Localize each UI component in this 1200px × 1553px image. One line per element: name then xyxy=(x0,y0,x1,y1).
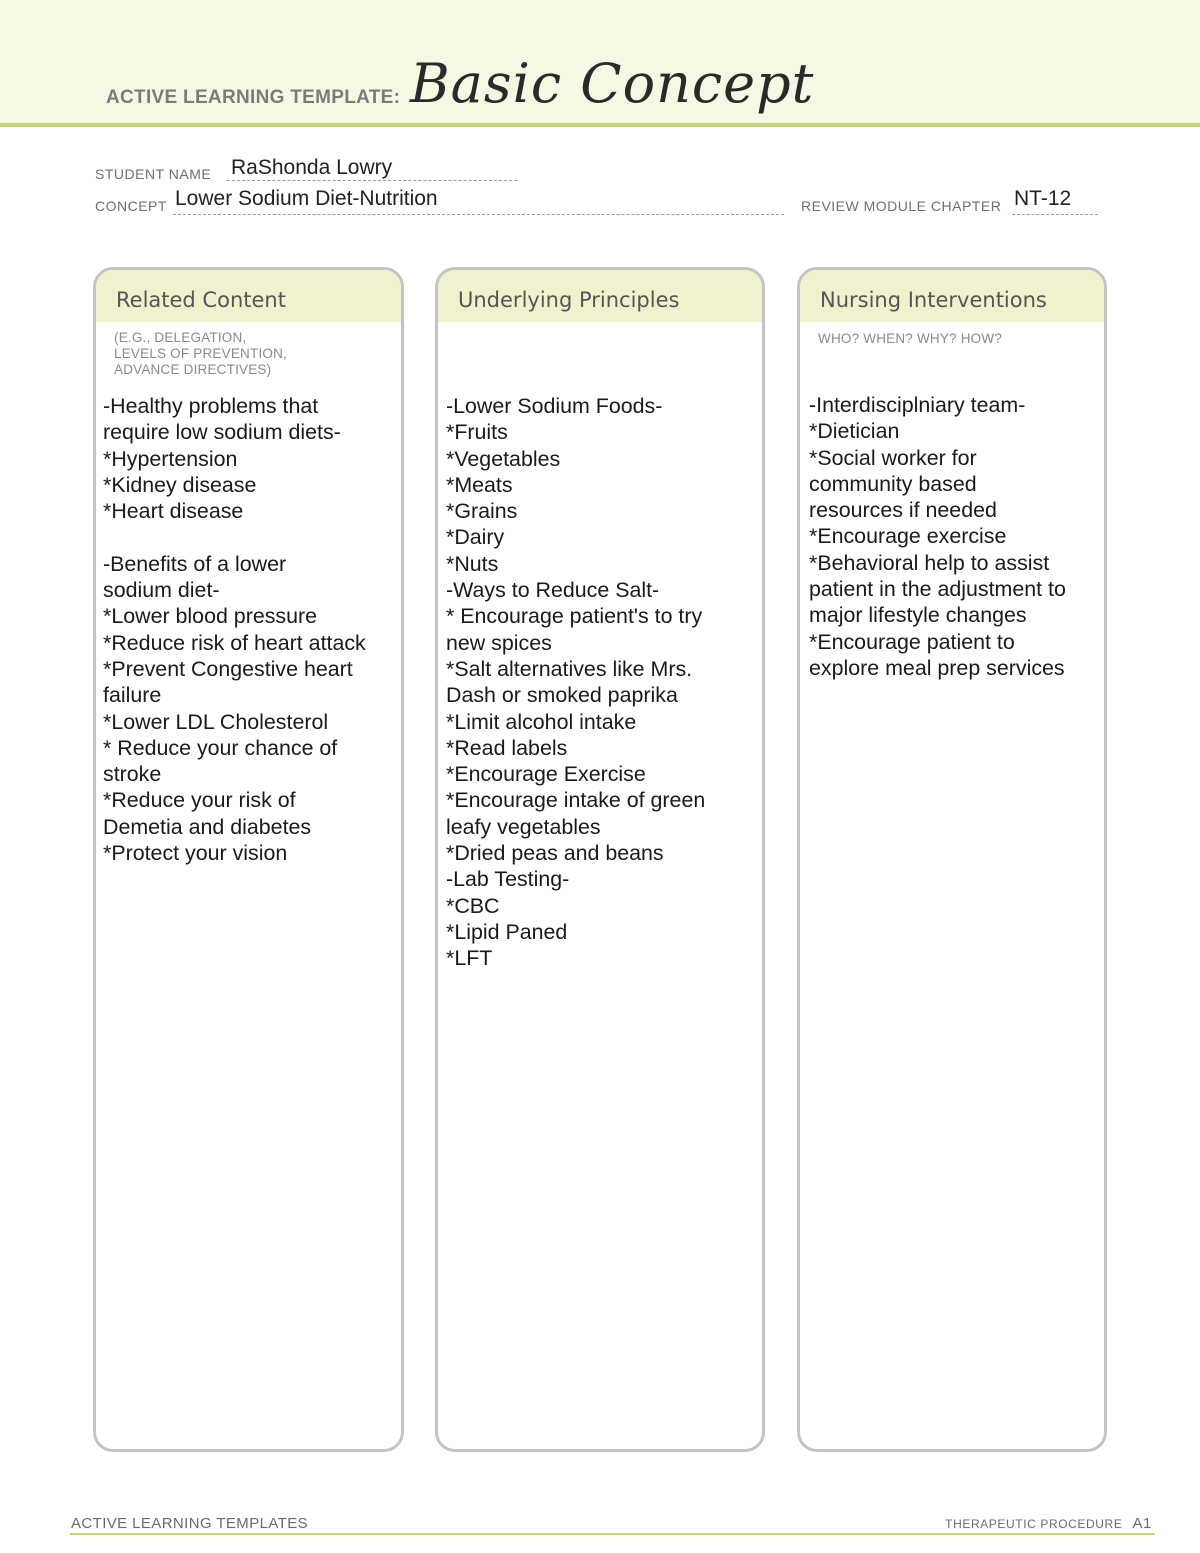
footer-left-label: ACTIVE LEARNING TEMPLATES xyxy=(71,1515,308,1532)
text-line: stroke xyxy=(103,762,162,787)
text-line: resources if needed xyxy=(809,498,997,523)
text-line: * Reduce your chance of xyxy=(103,735,338,760)
text-line: leafy vegetables xyxy=(446,814,601,839)
text-line: *Vegetables xyxy=(446,446,561,471)
underlying-principles-body[interactable] xyxy=(446,393,756,972)
template-title: Basic Concept xyxy=(410,52,815,115)
text-line: explore meal prep services xyxy=(809,655,1065,680)
text-line: * Encourage patient's to try xyxy=(446,604,703,629)
related-content-body[interactable] xyxy=(103,393,395,866)
text-line: major lifestyle changes xyxy=(809,603,1027,628)
template-label: ACTIVE LEARNING TEMPLATE: xyxy=(106,87,401,108)
header-rule xyxy=(0,123,1200,127)
underlying-principles-panel xyxy=(435,267,765,1452)
text-line: community based xyxy=(809,471,977,496)
text-line: *Reduce your risk of xyxy=(103,788,296,813)
review-module-label: REVIEW MODULE CHAPTER xyxy=(801,198,1002,214)
text-line: *Nuts xyxy=(446,551,499,576)
text-line: *Hypertension xyxy=(103,446,238,471)
nursing-interventions-subtitle: WHO? WHEN? WHY? HOW? xyxy=(818,331,1003,346)
review-module-line xyxy=(1012,214,1098,215)
text-line: *Encourage intake of green xyxy=(446,788,706,813)
text-line: *Lower LDL Cholesterol xyxy=(103,709,329,734)
text-line: failure xyxy=(103,683,162,708)
text-line: *Social worker for xyxy=(809,445,977,470)
text-line: *Prevent Congestive heart xyxy=(103,656,353,681)
text-line: *Encourage patient to xyxy=(809,629,1015,654)
related-content-subtitle: (E.G., DELEGATION, LEVELS OF PREVENTION, ADVANCE DIRECTIVES) xyxy=(114,330,287,377)
text-line: Demetia and diabetes xyxy=(103,814,312,839)
text-line: require low sodium diets- xyxy=(103,420,341,445)
text-line: *Dietician xyxy=(809,419,900,444)
student-name-value[interactable]: RaShonda Lowry xyxy=(231,156,393,179)
nursing-interventions-panel xyxy=(797,267,1107,1452)
concept-line xyxy=(173,214,784,215)
text-line: patient in the adjustment to xyxy=(809,577,1066,602)
text-line: *Fruits xyxy=(446,420,508,445)
text-line: Dash or smoked paprika xyxy=(446,683,678,708)
text-line: -Lab Testing- xyxy=(446,867,570,892)
review-module-value[interactable]: NT-12 xyxy=(1014,187,1072,210)
concept-label: CONCEPT xyxy=(95,198,167,214)
text-line: new spices xyxy=(446,630,552,655)
text-line: *Grains xyxy=(446,499,518,524)
text-line: *Limit alcohol intake xyxy=(446,709,637,734)
text-line: -Interdisciplniary team- xyxy=(809,393,1026,417)
text-line: *Reduce risk of heart attack xyxy=(103,630,366,655)
nursing-interventions-title: Nursing Interventions xyxy=(800,270,1104,322)
text-line: *Salt alternatives like Mrs. xyxy=(446,656,693,681)
text-line: *Dried peas and beans xyxy=(446,841,664,866)
related-content-title: Related Content xyxy=(96,270,401,322)
text-line: *Lower blood pressure xyxy=(103,604,318,629)
text-line: -Healthy problems that xyxy=(103,394,319,418)
text-line: *Encourage Exercise xyxy=(446,762,646,787)
text-line: *CBC xyxy=(446,893,500,918)
text-line: *Read labels xyxy=(446,735,568,760)
text-line: -Benefits of a lower xyxy=(103,551,287,576)
student-name-label: STUDENT NAME xyxy=(95,166,212,182)
text-line: *LFT xyxy=(446,946,493,971)
text-line: sodium diet- xyxy=(103,578,220,603)
footer-page-number: A1 xyxy=(1132,1515,1152,1532)
text-line: -Lower Sodium Foods- xyxy=(446,394,663,418)
text-line: *Protect your vision xyxy=(103,841,288,866)
text-line: *Lipid Paned xyxy=(446,919,568,944)
text-line: *Kidney disease xyxy=(103,472,257,497)
nursing-interventions-body[interactable] xyxy=(809,392,1098,681)
text-line xyxy=(103,524,395,550)
text-line: *Dairy xyxy=(446,525,505,550)
text-line: *Encourage exercise xyxy=(809,524,1007,549)
footer-right-label xyxy=(945,1515,1152,1532)
text-line: -Ways to Reduce Salt- xyxy=(446,578,660,603)
text-line: *Heart disease xyxy=(103,499,244,524)
text-line: *Meats xyxy=(446,472,513,497)
footer-rule xyxy=(70,1533,1155,1535)
student-name-line xyxy=(227,180,517,181)
text-line: *Behavioral help to assist xyxy=(809,550,1050,575)
underlying-principles-title: Underlying Principles xyxy=(438,270,762,322)
concept-value[interactable]: Lower Sodium Diet-Nutrition xyxy=(175,187,438,210)
related-content-panel xyxy=(93,267,404,1452)
footer-procedure-label: THERAPEUTIC PROCEDURE xyxy=(945,1517,1123,1531)
